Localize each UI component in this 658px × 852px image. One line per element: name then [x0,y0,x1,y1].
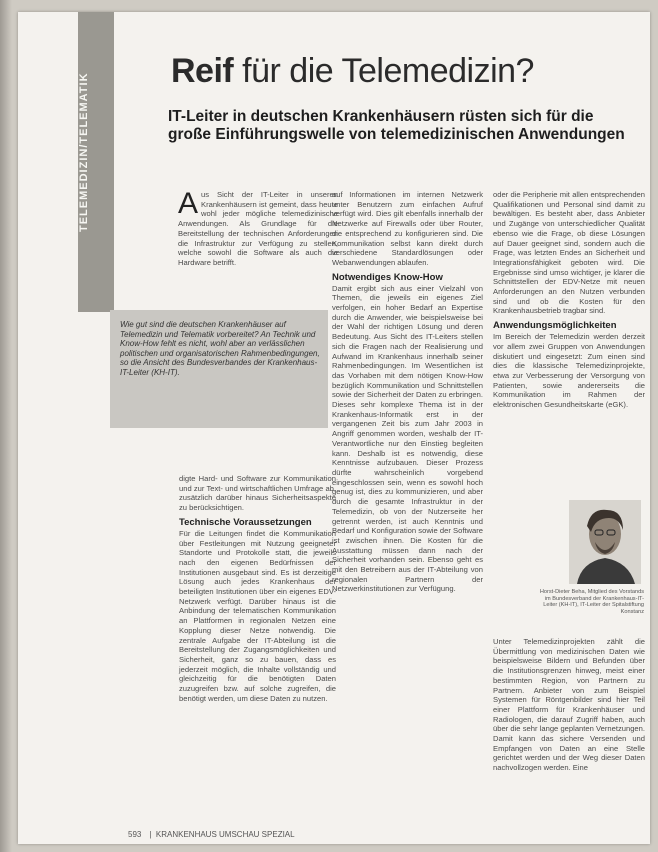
drop-cap: A [178,187,199,220]
page-title [171,52,534,91]
section-label: TELEMEDIZIN/TELEMATIK [78,72,90,232]
section-heading: Technische Voraussetzungen [179,516,312,528]
page-footer: 593 | KRANKENHAUS UMSCHAU SPEZIAL [128,830,295,839]
pull-quote-text: Wie gut sind die deutschen Krankenhäuser auf Telemedizin und Telematik vorbereitet? An Technik und Know-How fehlt es nicht, wohl aber an verlässlichen politischen und organisatorischen Rahmenbedingungen, so die Ansicht des Bundesverbandes der Krankenhaus-IT-Leiter (KH-IT). [120,320,320,377]
body-text: digte Hard- und Software zur Kommunikation und zur Text- und wirtschaftlichen Umfrage ab, zusätzlich darüber hinaus Sicherheitsaspekte zu berücksichtigen. [179,474,336,513]
photo-caption: Horst-Dieter Beha, Mitglied des Vorstands im Bundesverband der Krankenhaus-IT-Leiter (KH-IT), IT-Leiter der Spitalstiftung Konstanz [539,589,644,615]
portrait-image [569,500,641,584]
title-rest: für die Telemedizin? [233,52,534,90]
subtitle: IT-Leiter in deutschen Krankenhäusern rüsten sich für die große Einführungswelle von telemedizinischen Anwendungen [168,108,625,143]
page-gutter [0,0,12,852]
body-text: Damit ergibt sich aus einer Vielzahl von Themen, die jeweils ein eigenes Ziel verfolgen, ein hoher Bedarf an Expertise durch die Anwender, wie beispielsweise bei der Wahl der richtigen Lösung und deren Bedeutung. Aus Sicht des IT-Leiters stellen sich die Fragen nach der Realisierung und Aufwand im Krankenhaus innerhalb seiner Rahmenbedingungen. Im Wesentlichen ist das Vorhaben mit dem nötigen Know-How bezüglich Kommunikation und Schnittstellen sowie der Sicherheit der Daten zu erbringen. Dieses sehr komplexe Thema ist in der Krankenhaus-Informatik erst in der vergangenen Zeit bis zum Jahr 2003 in Angriff genommen worden, weshalb der IT-Verantwortliche nur den Einstieg begleiten kann. Deshalb ist es notwendig, diese Kenntnisse aufzubauen. Dieser Prozess dürfte wahrscheinlich vorgebend eingeschlossen sein, wenn es sowohl hoch genug ist, dies zu kommunizieren, und aber durch die gesamte Infrastruktur in der Telemedizin, ob von der Nutzerseite her getrennt werden, ist auch Kenntnis und Bedarf und Konfiguration sowie der Software ist zwischen ihnen. Die Kosten für die Ausstattung müssen dann nach der Sicherheit vorhanden sein. Ebenso geht es mit den Betreibern aus der IT-Abteilung von regionalen Partnern der Netzwerkinstitutionen zur Verfügung. [332,283,483,594]
section-sidebar [78,12,114,312]
column-3-top [493,190,645,410]
section-heading: Notwendiges Know-How [332,271,443,283]
column-2 [332,190,483,594]
section-heading: Anwendungsmöglichkeiten [493,320,617,332]
body-text: Im Bereich der Telemedizin werden derzeit vor allem zwei Gruppen von Anwendungen diskutiert und eingesetzt: Zum einen sind dies die klassische Telemedizinprojekte, etwa zur Verbesserung der Versorgung von Patienten, sowie andererseits die Kommunikation im Rahmen der elektronischen Gesundheitskarte (eGK). [493,332,645,410]
magazine-page [18,12,650,844]
author-photo [569,500,641,584]
column-1-top [178,187,338,268]
title-bold: Reif [171,52,234,90]
body-text: Unter Telemedizinprojekten zählt die Übermittlung von medizinischen Daten wie beispielsweise Bildern und Befunden über die Institutionsgrenzen hinweg, meist einer bestimmten Region, von Partnern zu Partnern. Anbieter von zum Beispiel Systemen für Röntgenbilder sind hier Teil einer Plattform für Krankenhäuser und Radiologen, die darauf Zugriff haben, auch über die sehr lange geplanten Vernetzungen. Damit kann das sichere Versenden und Empfangen von Daten an eine Stelle gerichtet werden und der Weg dieser Daten nachvollzogen werden. Eine [493,637,645,773]
column-3-bottom [493,637,645,773]
body-text: oder die Peripherie mit allen entsprechenden Qualifikationen und Personal sind damit zu bewältigen. Es besteht aber, dass Anbieter und Zugänge von unterschiedlicher Qualität ebenso wie die Frage, ob diese Lösungen auf Dauer geeignet sind, sondern auch die Frage, was letzten Endes an Sicherheit und Integrationsfähigkeit geboten wird. Die Ergebnisse sind umso wichtiger, je klarer die Schnittstellen der EDV-Netze mit neuen Anforderungen an den Nutzen verbunden sind und ob die Kosten für den Krankenhausbetrieb tragbar sind. [493,190,645,316]
page-number: 593 [128,830,142,839]
column-1-bottom [179,474,336,703]
pull-quote-box [110,310,328,428]
body-text: auf Informationen im internen Netzwerk unter Benutzern zum einfachen Aufruf verfügt wird. Dies gilt ebenfalls innerhalb der Netzwerke auf Firewalls oder über Router, die entsprechend zu konfigurieren sind. Die Kommunikation selbst kann direkt durch verschiedene Standardlösungen oder Webanwendungen ablaufen. [332,190,483,267]
body-text: Für die Leitungen findet die Kommunikation über Festleitungen mit Nutzung geeigneter Standorte und Protokolle statt, die jeweils nach den eigenen Bedürfnissen der Institutionen ausgebaut sind. Es ist derzeitige Lösung auch jedes Krankenhaus der beteiligten Institutionen über ein eigenes EDV-Netzwerk verfügt. Darüber hinaus ist die Anbindung der telematischen Kommunikation an Plattformen in regionalen Netzen eine Kopplung dieser Netze notwendig. Die zentrale Aufgabe der IT-Abteilung ist die Bereitstellung der Zugangsmöglichkeiten und Sicherheit, ganz so zu bauen, dass es jederzeit möglich, die Inhalte vollständig und gleichzeitig für die benötigten Daten zuzugreifen bzw. auf solche zugreifen, die benötigt werden, um diese Daten zu nutzen. [179,528,336,703]
publication-name: KRANKENHAUS UMSCHAU SPEZIAL [155,830,295,839]
intro-text: us Sicht der IT-Leiter in unseren Krankenhäusern ist gemeint, dass heute wohl jeder mögliche telemedizinische Anwendungen. Als Grundlage für die Bereitstellung der technischen Anforderungen die Infrastruktur zur Verfügung zu stellen, welche sowohl die Software als auch die Hardware betrifft. [178,190,338,267]
